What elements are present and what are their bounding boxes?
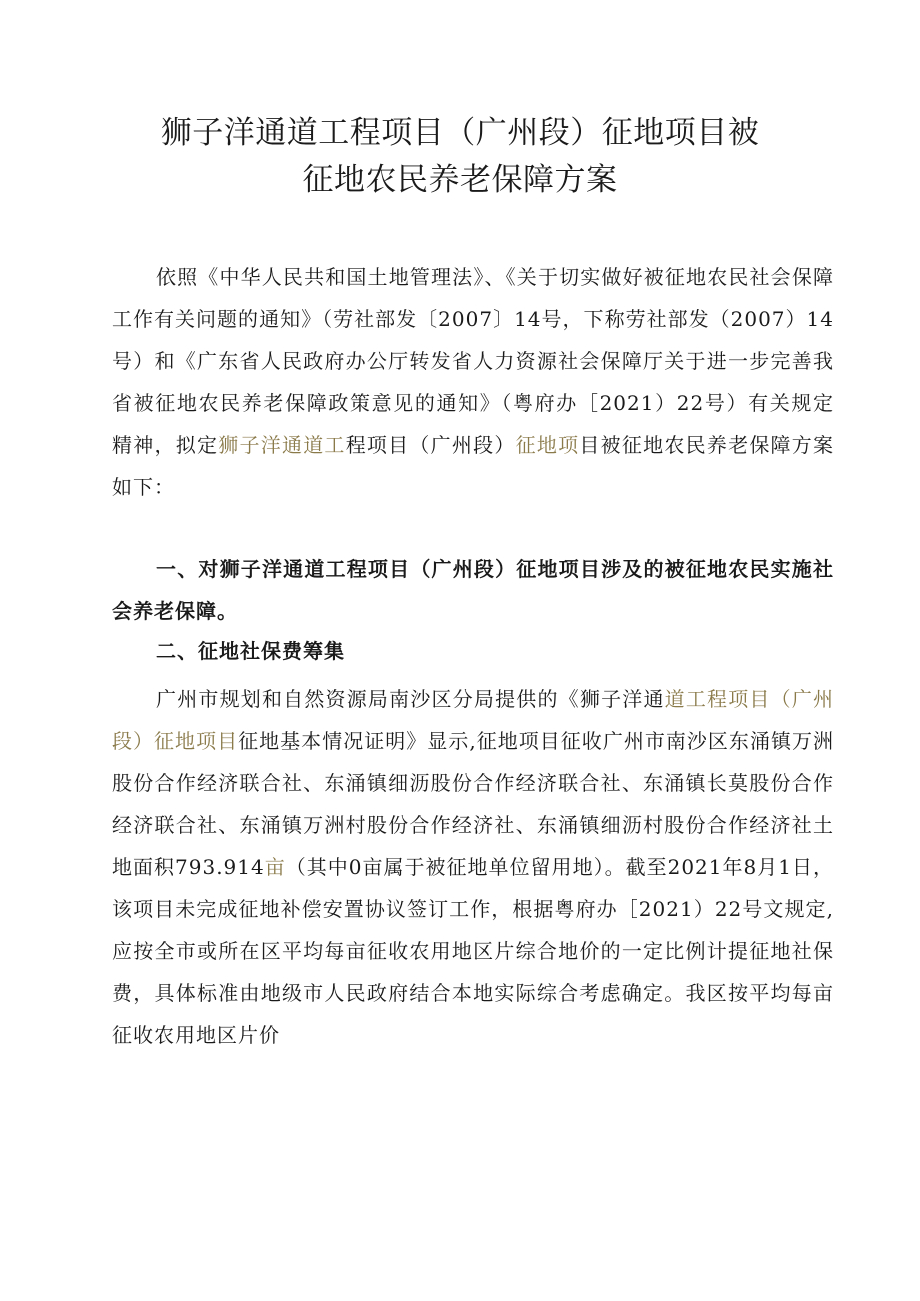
paragraph-land-text-a: 广州市规划和自然资源局南沙区分局提供的《狮子洋通 [156, 687, 665, 711]
paragraph-basis-text-a: 依照《中华人民共和国土地管理法》、《关于切实做好被征地农民社会保障工作有关问题的通知》（劳社部发〔2007〕14号，下称劳社部发（2007）14号）和《广东省人民政府办公厅转发省人力资源社会保障厅关于进一步完善我省被征地农民养老保障政策意见的通知》（粤府办［2021）22号）有关规定精神，拟定 [112, 265, 834, 457]
paragraph-land-info [112, 678, 834, 1056]
paragraph-land-highlight-2: 亩 [264, 855, 286, 879]
paragraph-land-highlight-1: 道工程项目（广州段）征地项目 [112, 687, 835, 753]
paragraph-basis-highlight-1: 狮子洋通道工 [218, 433, 346, 457]
paragraph-basis-highlight-2: 征地项 [515, 433, 580, 457]
paragraph-basis [112, 256, 834, 508]
paragraph-basis-text-e: 目被征地农民养老保障方案如下： [112, 433, 835, 499]
section-heading-2: 二、征地社保费筹集 [156, 639, 345, 663]
document-title-line-2: 征地农民养老保障方案 [302, 162, 618, 198]
paragraph-land-text-c: 征地基本情况证明》显示,征地项目征收广州市南沙区东涌镇万洲股份合作经济联合社、东涌镇细沥股份合作经济联合社、东涌镇长莫股份合作经济联合社、东涌镇万洲村股份合作经济社、东涌镇细沥村股份合作经济社土地面积793.914 [112, 729, 835, 879]
section-heading-1: 一、对狮子洋通道工程项目（广州段）征地项目涉及的被征地农民实施社会养老保障。 [112, 557, 834, 623]
paragraph-basis-text-c: 程项目（广州段） [345, 433, 516, 457]
document-title-line-1: 狮子洋通道工程项目（广州段）征地项目被 [160, 115, 760, 151]
paragraph-land-text-e: （其中0亩属于被征地单位留用地）。截至2021年8月1日，该项目未完成征地补偿安置协议签订工作，根据粤府办［2021）22号文规定,应按全市或所在区平均每亩征收农用地区片综合地价的一定比例计提征地社保费，具体标准由地级市人民政府结合本地实际综合考虑确定。我区按平均每亩征收农用地区片价 [112, 855, 834, 1047]
